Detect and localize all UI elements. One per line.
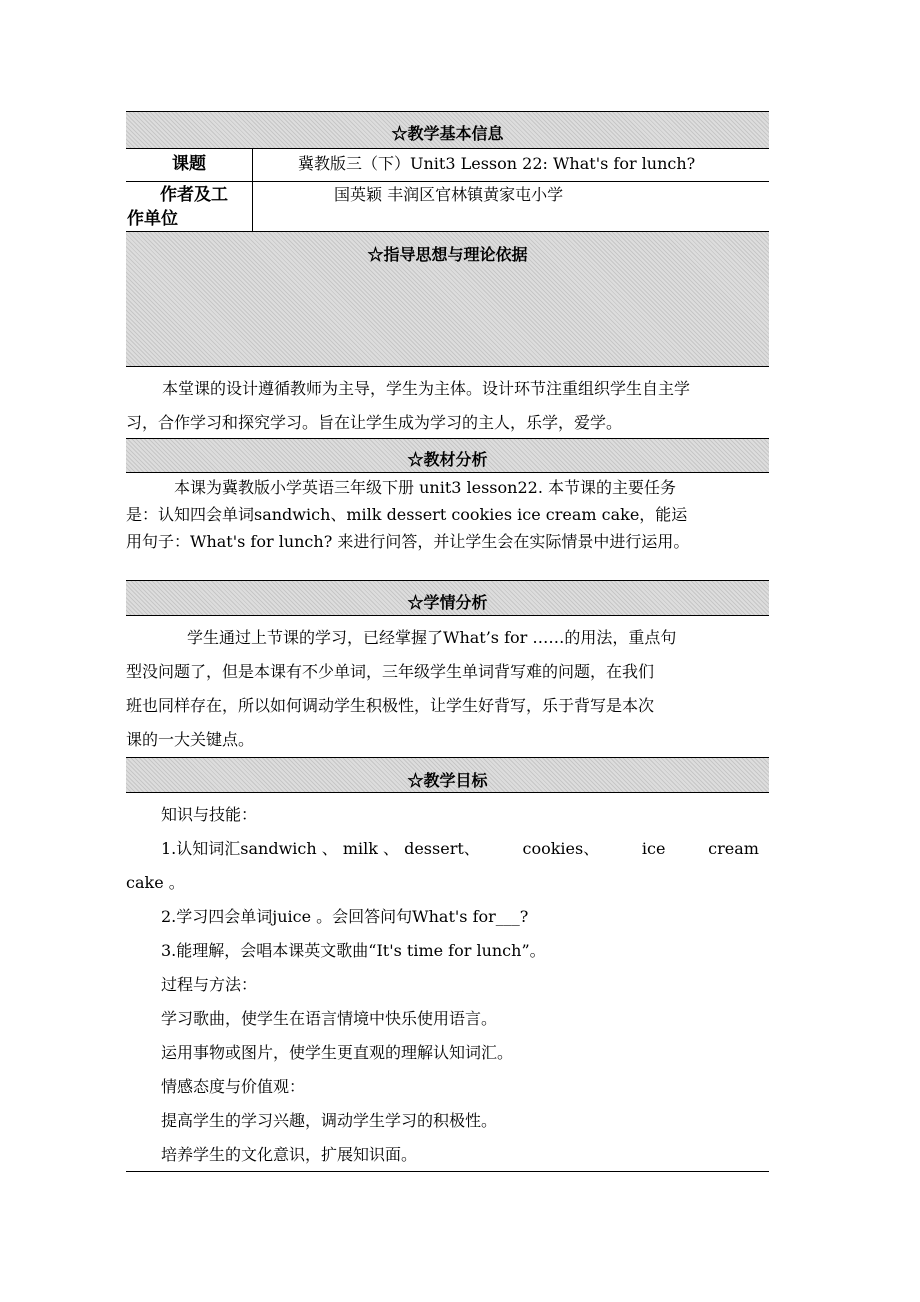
material-line-3: 用句子：What's for lunch? 来进行问答，并让学生会在实际情景中进行运用。 bbox=[126, 532, 690, 551]
objective-item-2: 2.学习四会单词juice 。会回答问句What's for___? bbox=[161, 907, 529, 926]
students-line-2: 型没问题了，但是本课有不少单词，三年级学生单词背写难的问题，在我们 bbox=[126, 662, 655, 681]
objective-item-1-part-4: cream bbox=[708, 839, 759, 858]
objective-item-3: 3.能理解，会唱本课英文歌曲“It's time for lunch”。 bbox=[161, 941, 546, 960]
students-line-4: 课的一大关键点。 bbox=[126, 730, 255, 749]
material-line-1: 本课为冀教版小学英语三年级下册 unit3 lesson22. 本节课的主要任务 bbox=[174, 478, 676, 497]
material-text bbox=[126, 473, 769, 580]
objective-item-1-part-3: ice bbox=[641, 839, 666, 858]
author-label-line1: 作者及工 bbox=[160, 185, 228, 205]
attitude-line-2: 培养学生的文化意识，扩展知识面。 bbox=[161, 1145, 418, 1164]
attitude-title: 情感态度与价值观： bbox=[161, 1077, 306, 1096]
students-header: ☆学情分析 bbox=[126, 580, 769, 616]
material-line-2: 是：认知四会单词sandwich、milk dessert cookies ice cream cake，能运 bbox=[126, 505, 688, 524]
objectives-text bbox=[126, 793, 769, 1171]
students-text bbox=[126, 616, 769, 757]
process-title: 过程与方法： bbox=[161, 975, 258, 994]
process-line-1: 学习歌曲，使学生在语言情境中快乐使用语言。 bbox=[161, 1009, 498, 1028]
objectives-header: ☆教学目标 bbox=[126, 757, 769, 793]
process-line-2: 运用事物或图片，使学生更直观的理解认知词汇。 bbox=[161, 1043, 514, 1062]
author-label-line2: 作单位 bbox=[127, 209, 178, 229]
topic-row bbox=[126, 149, 769, 182]
topic-label: 课题 bbox=[126, 149, 253, 181]
lesson-plan-document bbox=[126, 111, 769, 1172]
attitude-line-1: 提高学生的学习兴趣，调动学生学习的积极性。 bbox=[161, 1111, 498, 1130]
students-line-1: 学生通过上节课的学习，已经掌握了What’s for ……的用法，重点句 bbox=[187, 628, 677, 647]
knowledge-title: 知识与技能： bbox=[161, 805, 258, 824]
objective-item-1 bbox=[126, 832, 769, 866]
author-value: 国英颖 丰润区官林镇黄家屯小学 bbox=[334, 185, 564, 204]
topic-value: 冀教版三（下）Unit3 Lesson 22: What's for lunch? bbox=[298, 154, 696, 173]
objective-item-1-part-2: cookies、 bbox=[522, 839, 600, 858]
author-label bbox=[126, 182, 253, 231]
guiding-line-2: 习，合作学习和探究学习。旨在让学生成为学习的主人，乐学，爱学。 bbox=[126, 413, 623, 432]
guiding-line-1: 本堂课的设计遵循教师为主导，学生为主体。设计环节注重组织学生自主学 bbox=[162, 379, 691, 398]
objective-item-1-part-1: 1.认知词汇sandwich 、 milk 、 dessert、 bbox=[161, 839, 480, 858]
objective-item-1-continued: cake 。 bbox=[126, 873, 185, 892]
guiding-text bbox=[126, 367, 769, 438]
material-header: ☆教材分析 bbox=[126, 438, 769, 473]
guiding-header: ☆指导思想与理论依据 bbox=[126, 232, 769, 367]
basic-info-header: ☆教学基本信息 bbox=[126, 111, 769, 149]
students-line-3: 班也同样存在，所以如何调动学生积极性，让学生好背写，乐于背写是本次 bbox=[126, 696, 655, 715]
author-row bbox=[126, 182, 769, 232]
